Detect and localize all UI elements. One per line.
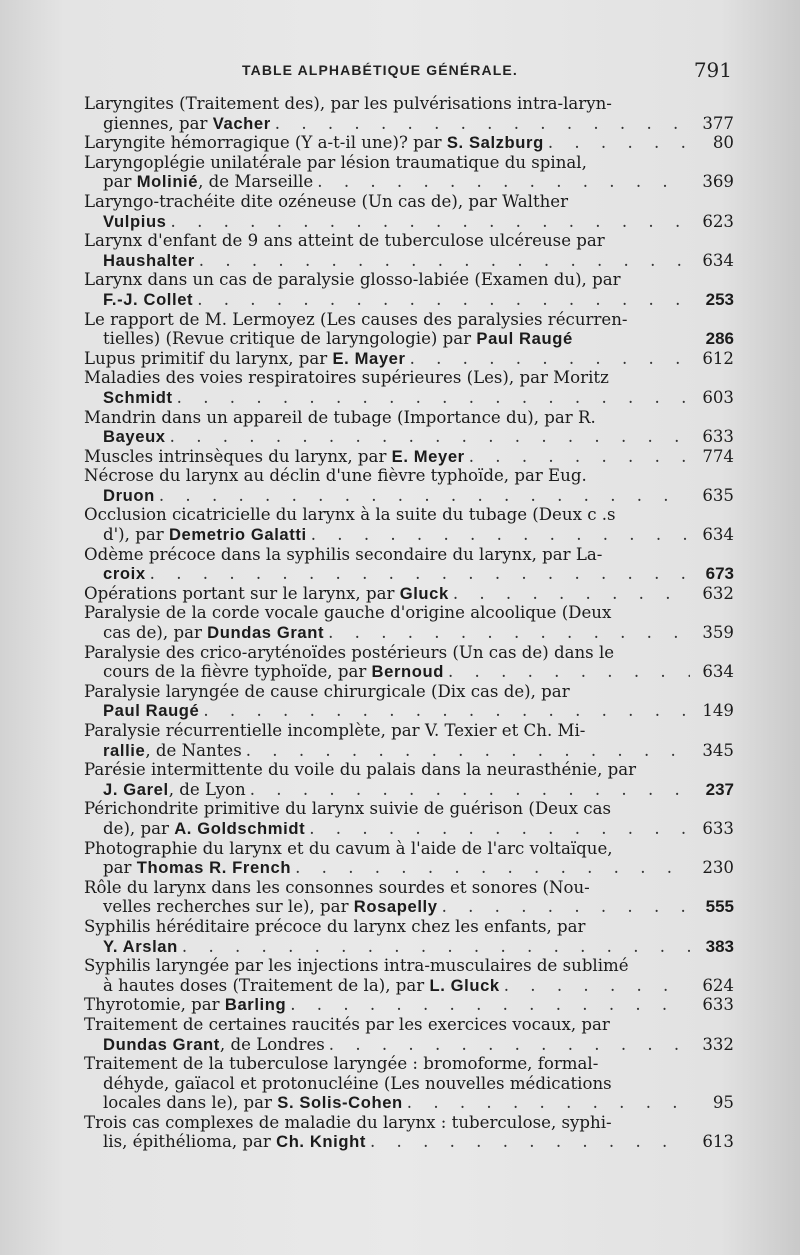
entry-text — [103, 1035, 325, 1055]
entry-page-number: 377 — [702, 113, 734, 133]
entry-text-prefix: à hautes doses (Traitement de la), par — [103, 975, 430, 995]
leader-dots — [328, 623, 690, 643]
entry-text — [103, 525, 307, 545]
entry-text-line: Paralysie de la corde vocale gauche d'origine alcoolique (Deux — [84, 603, 612, 623]
leader-dots — [199, 251, 690, 271]
entry-text — [103, 329, 573, 349]
entry-text — [103, 819, 305, 839]
index-entry — [84, 231, 734, 270]
entry-last-line — [84, 172, 734, 192]
leader-dots — [448, 662, 690, 682]
entry-page-number: 332 — [702, 1034, 734, 1054]
author-name: rallie — [103, 740, 146, 760]
leader-dots — [442, 897, 690, 917]
leader-dots — [182, 937, 690, 957]
entry-page-number: 286 — [705, 329, 734, 349]
author-name: Demetrio Galatti — [168, 525, 307, 545]
entry-text — [84, 447, 465, 467]
entry-text-line: Photographie du larynx et du cavum à l'aide de l'arc voltaïque, — [84, 838, 613, 858]
entry-text-suffix: , de Londres — [219, 1034, 325, 1054]
author-name: E. Mayer — [332, 348, 406, 368]
leader-dots — [329, 1035, 690, 1055]
index-entry — [84, 721, 734, 760]
entry-text — [84, 584, 449, 604]
entry-page-number: 359 — [702, 623, 734, 643]
entry-text-line: déhyde, gaïacol et protonucléine (Les nouvelles médications — [103, 1073, 612, 1093]
entry-last-line — [84, 1093, 734, 1113]
entry-last-line — [84, 741, 734, 761]
entry-text-suffix: , de Nantes — [145, 740, 242, 760]
index-entry — [84, 466, 734, 505]
author-name: J. Garel — [103, 779, 169, 799]
author-name: Paul Raugé — [103, 701, 200, 721]
entry-page-number: 149 — [702, 701, 734, 721]
entry-last-line — [84, 1132, 734, 1152]
entry-text-line: Paralysie récurrentielle incomplète, par V. Texier et Ch. Mi- — [84, 721, 586, 740]
leader-dots — [170, 427, 690, 447]
entry-text-line: Trois cas complexes de maladie du larynx : tuberculose, syphi- — [84, 1112, 612, 1132]
entry-text-prefix: lis, épithélioma, par — [103, 1132, 277, 1152]
entry-text-prefix: de), par — [103, 818, 175, 838]
entry-text-line: Syphilis héréditaire précoce du larynx chez les enfants, par — [84, 916, 586, 936]
entry-text — [103, 623, 324, 643]
entry-text-line: Larynx d'enfant de 9 ans atteint de tuberculose ulcéreuse par — [84, 231, 605, 251]
entry-text — [103, 976, 500, 996]
entry-page-number: 633 — [702, 818, 734, 838]
leader-dots — [171, 212, 690, 232]
entry-text — [103, 937, 178, 957]
entry-text — [103, 251, 195, 271]
entry-text — [103, 427, 166, 447]
entry-text-line: Périchondrite primitive du larynx suivie de guérison (Deux cas — [84, 799, 611, 819]
entry-text-line: Nécrose du larynx au déclin d'une fièvre typhoïde, par Eug. — [84, 466, 587, 486]
author-name: Haushalter — [103, 250, 195, 270]
entry-text-line: Parésie intermittente du voile du palais dans la neurasthénie, par — [84, 760, 637, 780]
index-entry — [84, 153, 734, 192]
entry-text — [103, 780, 246, 800]
leader-dots — [275, 114, 690, 134]
author-name: F.-J. Collet — [103, 289, 194, 309]
entry-text-line: Laryngites (Traitement des), par les pulvérisations intra-laryn- — [84, 94, 612, 113]
entry-last-line — [84, 858, 734, 878]
entry-last-line — [84, 212, 734, 232]
author-name: Gluck — [399, 583, 449, 603]
entry-text-line: Larynx dans un cas de paralysie glosso-labiée (Examen du), par — [84, 270, 621, 290]
index-entry — [84, 368, 734, 407]
entry-text — [103, 662, 444, 682]
entry-page-number: 555 — [705, 897, 734, 917]
entry-page-number: 230 — [702, 858, 734, 878]
index-entry — [84, 839, 734, 878]
entry-text-prefix: velles recherches sur le), par — [103, 897, 354, 917]
leader-dots — [317, 172, 690, 192]
entry-last-line — [84, 114, 734, 134]
entry-text-prefix: Muscles intrinsèques du larynx, par — [84, 446, 392, 466]
entry-text-prefix: locales dans le), par — [103, 1093, 278, 1113]
entry-last-line — [84, 447, 734, 467]
author-name: Dundas Grant — [103, 1034, 220, 1054]
entry-text-suffix: , de Marseille — [198, 172, 314, 192]
author-name: Dundas Grant — [207, 623, 325, 643]
entry-text-prefix: par — [103, 858, 137, 878]
entry-page-number: 633 — [702, 427, 734, 447]
entry-last-line — [84, 329, 734, 349]
entry-text-line: Maladies des voies respiratoires supérieures (Les), par Moritz — [84, 368, 609, 388]
author-name: Ch. Knight — [276, 1132, 366, 1152]
author-name: L. Gluck — [429, 975, 500, 995]
leader-dots — [370, 1132, 690, 1152]
leader-dots — [407, 1093, 690, 1113]
author-name: Vacher — [212, 113, 271, 133]
index-entry — [84, 799, 734, 838]
index-entry — [84, 270, 734, 309]
entry-page-number: 673 — [705, 564, 734, 584]
index-entry — [84, 349, 734, 369]
entry-page-number: 612 — [702, 348, 734, 368]
leader-dots — [453, 584, 690, 604]
author-name: Y. Arslan — [103, 936, 178, 956]
entry-last-line — [84, 133, 734, 153]
entry-page-number: 80 — [712, 133, 734, 153]
author-name: Molinié — [136, 172, 199, 192]
entry-last-line — [84, 937, 734, 957]
entry-text — [103, 486, 155, 506]
page-header — [84, 58, 738, 94]
entry-page-number: 369 — [702, 172, 734, 192]
entry-text-line: Traitement de la tuberculose laryngée : bromoforme, formal- — [84, 1054, 599, 1074]
entry-page-number: 634 — [702, 525, 734, 545]
leader-dots — [548, 133, 690, 153]
entry-last-line — [84, 388, 734, 408]
author-name: Bernoud — [371, 662, 444, 682]
author-name: Paul Raugé — [476, 329, 573, 349]
leader-dots — [159, 486, 690, 506]
leader-dots — [469, 447, 690, 467]
author-name: Barling — [224, 995, 287, 1015]
leader-dots — [311, 525, 690, 545]
entry-page-number: 237 — [705, 779, 734, 799]
entry-page-number: 603 — [702, 387, 734, 407]
index-entry — [84, 545, 734, 584]
entry-text — [103, 212, 167, 232]
index-entry — [84, 408, 734, 447]
entry-text-line: Occlusion cicatricielle du larynx à la suite du tubage (Deux c .s — [84, 505, 616, 525]
index-entry — [84, 94, 734, 133]
author-name: S. Salzburg — [446, 133, 544, 153]
leader-dots — [197, 290, 690, 310]
entry-text — [103, 1132, 366, 1152]
entry-page-number: 632 — [702, 583, 734, 603]
index-entries — [84, 94, 734, 1152]
entry-text-prefix: Thyrotomie, par — [84, 995, 225, 1015]
author-name: Druon — [103, 485, 155, 505]
entry-text-prefix: cours de la fièvre typhoïde, par — [103, 662, 372, 682]
page-number: 791 — [693, 58, 732, 82]
entry-text — [103, 1093, 403, 1113]
entry-text-prefix: d'), par — [103, 525, 169, 545]
author-name: croix — [103, 564, 146, 584]
running-title: TABLE ALPHABÉTIQUE GÉNÉRALE. — [242, 62, 518, 78]
entry-text — [103, 701, 199, 721]
entry-page-number: 613 — [702, 1132, 734, 1152]
entry-text — [103, 172, 313, 192]
entry-last-line — [84, 584, 734, 604]
index-entry — [84, 956, 734, 995]
entry-text — [84, 133, 544, 153]
index-entry — [84, 760, 734, 799]
index-entry — [84, 878, 734, 917]
entry-page-number: 253 — [705, 289, 734, 309]
entry-text-prefix: giennes, par — [103, 113, 213, 133]
leader-dots — [309, 819, 690, 839]
index-entry — [84, 584, 734, 604]
leader-dots — [203, 701, 690, 721]
index-entry — [84, 682, 734, 721]
leader-dots — [250, 780, 690, 800]
entry-text — [84, 995, 286, 1015]
author-name: E. Meyer — [391, 446, 465, 466]
entry-text — [103, 114, 271, 134]
entry-text-line: Laryngo-trachéite dite ozéneuse (Un cas de), par Walther — [84, 191, 569, 211]
entry-text-line: Paralysie des crico-aryténoïdes postérieurs (Un cas de) dans le — [84, 642, 615, 662]
entry-last-line — [84, 819, 734, 839]
entry-text-line: Syphilis laryngée par les injections intra-musculaires de sublimé — [84, 956, 629, 976]
entry-text-prefix: tielles) (Revue critique de laryngologie) par — [103, 329, 477, 349]
entry-text — [84, 349, 406, 369]
index-entry — [84, 310, 734, 349]
entry-last-line — [84, 427, 734, 447]
entry-last-line — [84, 290, 734, 310]
index-entry — [84, 643, 734, 682]
entry-page-number: 345 — [702, 740, 734, 760]
entry-text-prefix: Opérations portant sur le larynx, par — [84, 583, 400, 603]
leader-dots — [295, 858, 690, 878]
index-entry — [84, 1015, 734, 1054]
entry-text-prefix: Laryngite hémorragique (Y a-t-il une)? par — [84, 133, 447, 153]
author-name: Bayeux — [103, 427, 166, 447]
index-entry — [84, 447, 734, 467]
entry-text-line: Le rapport de M. Lermoyez (Les causes des paralysies récurren- — [84, 309, 628, 329]
author-name: Schmidt — [103, 387, 173, 407]
entry-text-line: Rôle du larynx dans les consonnes sourdes et sonores (Nou- — [84, 877, 590, 897]
author-name: A. Goldschmidt — [174, 818, 306, 838]
index-entry — [84, 603, 734, 642]
leader-dots — [410, 349, 690, 369]
entry-last-line — [84, 897, 734, 917]
entry-page-number: 623 — [702, 211, 734, 231]
entry-text-line: Paralysie laryngée de cause chirurgicale (Dix cas de), par — [84, 681, 570, 701]
entry-text-prefix: cas de), par — [103, 623, 208, 643]
entry-text — [103, 897, 438, 917]
leader-dots — [504, 976, 690, 996]
entry-text — [103, 290, 193, 310]
entry-last-line — [84, 486, 734, 506]
leader-dots — [246, 741, 690, 761]
entry-text-suffix: , de Lyon — [168, 779, 246, 799]
author-name: Vulpius — [103, 211, 167, 231]
author-name: S. Solis-Cohen — [277, 1093, 403, 1113]
entry-page-number: 634 — [702, 662, 734, 682]
entry-text — [103, 741, 242, 761]
entry-text — [103, 858, 291, 878]
entry-text-line: Mandrin dans un appareil de tubage (Importance du), par R. — [84, 407, 596, 427]
entry-last-line — [84, 1035, 734, 1055]
entry-page-number: 774 — [702, 446, 734, 466]
index-entry — [84, 133, 734, 153]
index-entry — [84, 917, 734, 956]
author-name: Rosapelly — [353, 897, 438, 917]
index-entry — [84, 505, 734, 544]
entry-last-line — [84, 995, 734, 1015]
index-entry — [84, 1054, 734, 1113]
author-name: Thomas R. French — [136, 858, 292, 878]
entry-page-number: 635 — [702, 485, 734, 505]
entry-last-line — [84, 251, 734, 271]
entry-page-number: 383 — [705, 936, 734, 956]
leader-dots — [150, 564, 690, 584]
entry-text-prefix: par — [103, 172, 137, 192]
index-entry — [84, 1113, 734, 1152]
leader-dots — [177, 388, 690, 408]
entry-page-number: 95 — [712, 1093, 734, 1113]
entry-page-number: 634 — [702, 250, 734, 270]
entry-last-line — [84, 662, 734, 682]
entry-text-line: Traitement de certaines raucités par les exercices vocaux, par — [84, 1014, 610, 1034]
leader-dots — [290, 995, 690, 1015]
entry-page-number: 624 — [702, 975, 734, 995]
index-entry — [84, 192, 734, 231]
entry-last-line — [84, 976, 734, 996]
entry-text-line: Laryngoplégie unilatérale par lésion traumatique du spinal, — [84, 152, 587, 172]
entry-text-prefix: Lupus primitif du larynx, par — [84, 348, 333, 368]
entry-last-line — [84, 349, 734, 369]
entry-page-number: 633 — [702, 995, 734, 1015]
entry-text — [103, 388, 173, 408]
entry-text-line: Odème précoce dans la syphilis secondaire du larynx, par La- — [84, 544, 603, 564]
entry-last-line — [84, 623, 734, 643]
index-entry — [84, 995, 734, 1015]
entry-last-line — [84, 525, 734, 545]
entry-last-line — [84, 780, 734, 800]
entry-text — [103, 564, 146, 584]
entry-last-line — [84, 564, 734, 584]
entry-last-line — [84, 701, 734, 721]
